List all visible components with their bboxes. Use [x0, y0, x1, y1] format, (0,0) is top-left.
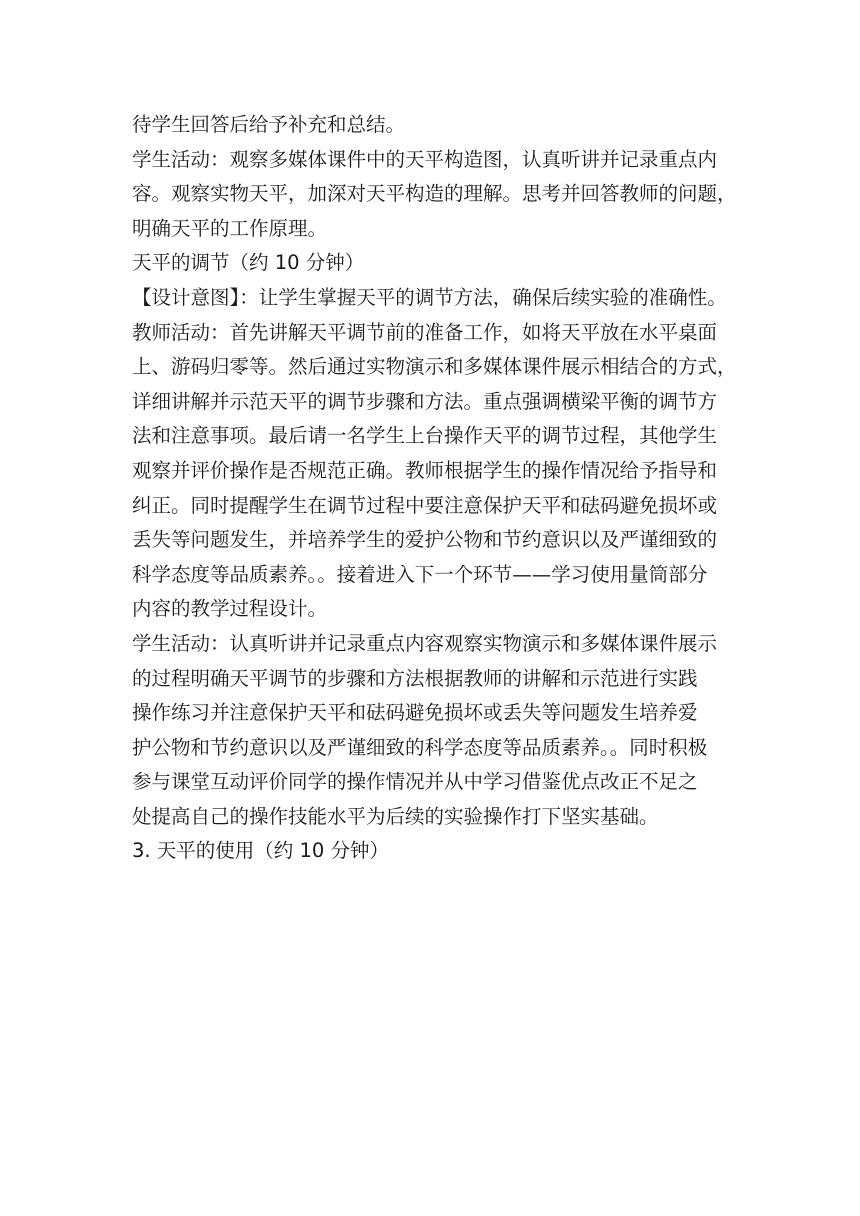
- paragraph-line-13: 丢失等问题发生，并培养学生的爱护公物和节约意识以及严谨细致的: [132, 528, 718, 552]
- paragraph-line-18: 操作练习并注意保护天平和砝码避免损坏或丢失等问题发生培养爱: [132, 701, 698, 725]
- paragraph-line-15: 内容的教学过程设计。: [132, 597, 328, 621]
- paragraph-line-3: 容。观察实物天平，加深对天平构造的理解。思考并回答教师的问题，: [132, 182, 737, 206]
- paragraph-line-10: 法和注意事项。最后请一名学生上台操作天平的调节过程，其他学生: [132, 424, 718, 448]
- section-heading-balance-usage: 3. 天平的使用（约 10 分钟）: [132, 839, 390, 863]
- design-intent-line: 【设计意图】：让学生掌握天平的调节方法，确保后续实验的准确性。: [132, 285, 727, 309]
- paragraph-line-8: 上、游码归零等。然后通过实物演示和多媒体课件展示相结合的方式，: [132, 355, 737, 379]
- document-page: [132, 108, 737, 869]
- paragraph-line-17: 的过程明确天平调节的步骤和方法根据教师的讲解和示范进行实践: [132, 666, 698, 690]
- paragraph-line-1: 待学生回答后给予补充和总结。: [132, 113, 406, 136]
- paragraph-line-12: 纠正。同时提醒学生在调节过程中要注意保护天平和砝码避免损坏或: [132, 493, 718, 517]
- section-heading-balance-adjustment: 天平的调节（约 10 分钟）: [132, 251, 365, 275]
- paragraph-line-9: 详细讲解并示范天平的调节步骤和方法。重点强调横梁平衡的调节方: [132, 389, 718, 413]
- paragraph-line-7: 教师活动：首先讲解天平调节前的准备工作，如将天平放在水平桌面: [132, 320, 718, 344]
- paragraph-line-16: 学生活动：认真听讲并记录重点内容观察实物演示和多媒体课件展示: [132, 631, 718, 655]
- paragraph-line-4: 明确天平的工作原理。: [132, 216, 328, 240]
- paragraph-line-21: 处提高自己的操作技能水平为后续的实验操作打下坚实基础。: [132, 804, 659, 828]
- paragraph-line-19: 护公物和节约意识以及严谨细致的科学态度等品质素养。。同时积极: [132, 735, 708, 759]
- paragraph-line-14: 科学态度等品质素养。。接着进入下一个环节——学习使用量筒部分: [132, 562, 708, 586]
- paragraph-line-20: 参与课堂互动评价同学的操作情况并从中学习借鉴优点改正不足之: [132, 770, 698, 794]
- paragraph-line-11: 观察并评价操作是否规范正确。教师根据学生的操作情况给予指导和: [132, 458, 718, 482]
- paragraph-line-2: 学生活动：观察多媒体课件中的天平构造图，认真听讲并记录重点内: [132, 147, 718, 171]
